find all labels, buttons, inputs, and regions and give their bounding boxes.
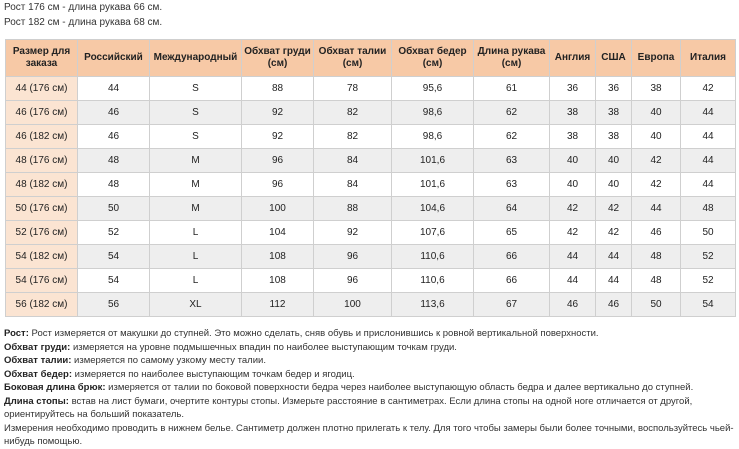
- table-row: [6, 269, 736, 293]
- table-row: [6, 101, 736, 125]
- table-cell: 66: [474, 269, 550, 293]
- table-row: [6, 221, 736, 245]
- note-term: Обхват груди:: [4, 341, 71, 353]
- table-cell: 42: [632, 173, 681, 197]
- table-cell: 113,6: [392, 293, 474, 317]
- table-cell: 40: [632, 101, 681, 125]
- table-row: [6, 197, 736, 221]
- table-cell: 61: [474, 77, 550, 101]
- size-cell: 46 (182 см): [6, 125, 78, 149]
- table-cell: 101,6: [392, 149, 474, 173]
- note-text: Измерения необходимо проводить в нижнем белье. Сантиметр должен плотно прилегать к телу. Для того чтобы замеры были более точными, воспользуйтесь чьей-нибудь помощью.: [4, 422, 734, 447]
- table-cell: L: [150, 245, 242, 269]
- table-cell: 98,6: [392, 125, 474, 149]
- table-cell: 50: [78, 197, 150, 221]
- table-cell: 40: [550, 173, 596, 197]
- intro-line: Рост 182 см - длина рукава 68 см.: [4, 17, 163, 28]
- table-cell: 52: [681, 245, 736, 269]
- table-row: [6, 125, 736, 149]
- table-cell: 48: [78, 149, 150, 173]
- table-cell: 38: [596, 101, 632, 125]
- note-item: [4, 354, 735, 368]
- note-item: [4, 341, 735, 355]
- note-text: измеряется по наиболее выступающим точкам бедер и ягодиц.: [72, 368, 355, 380]
- table-cell: 62: [474, 101, 550, 125]
- table-cell: 65: [474, 221, 550, 245]
- table-cell: 44: [78, 77, 150, 101]
- table-cell: 46: [78, 125, 150, 149]
- table-cell: 44: [681, 149, 736, 173]
- size-cell: 46 (176 см): [6, 101, 78, 125]
- table-cell: 62: [474, 125, 550, 149]
- table-body: [6, 77, 736, 317]
- table-cell: 42: [596, 197, 632, 221]
- table-cell: 36: [596, 77, 632, 101]
- table-cell: 84: [314, 149, 392, 173]
- column-header: Российский: [78, 40, 150, 77]
- table-cell: 56: [78, 293, 150, 317]
- table-row: [6, 149, 736, 173]
- table-cell: 38: [596, 125, 632, 149]
- table-cell: 36: [550, 77, 596, 101]
- note-text: измеряется от талии по боковой поверхности бедра через наиболее выступающую область бедра и далее вертикально до ступней.: [105, 382, 694, 393]
- note-item: [4, 327, 735, 341]
- column-header: Длина рукава (см): [474, 40, 550, 77]
- table-cell: 110,6: [392, 269, 474, 293]
- column-header: Италия: [681, 40, 736, 77]
- table-cell: 96: [314, 245, 392, 269]
- measurement-notes: [4, 327, 735, 449]
- table-cell: 44: [596, 269, 632, 293]
- table-cell: 108: [242, 245, 314, 269]
- table-cell: M: [150, 173, 242, 197]
- table-cell: 67: [474, 293, 550, 317]
- table-cell: 44: [550, 269, 596, 293]
- column-header: США: [596, 40, 632, 77]
- table-cell: M: [150, 149, 242, 173]
- table-cell: 50: [681, 221, 736, 245]
- table-cell: 64: [474, 197, 550, 221]
- table-cell: 42: [550, 197, 596, 221]
- table-cell: 38: [550, 125, 596, 149]
- table-cell: 54: [78, 245, 150, 269]
- table-cell: 100: [242, 197, 314, 221]
- table-cell: 46: [632, 221, 681, 245]
- table-cell: 52: [78, 221, 150, 245]
- table-cell: 44: [681, 101, 736, 125]
- table-cell: 48: [632, 245, 681, 269]
- table-cell: 42: [681, 77, 736, 101]
- table-row: [6, 293, 736, 317]
- table-cell: 104: [242, 221, 314, 245]
- table-cell: 96: [242, 149, 314, 173]
- table-cell: 46: [78, 101, 150, 125]
- note-text: встав на лист бумаги, очертите контуры стопы. Измерьте расстояние в сантиметрах. Если длина стопы на одной ноге отличается от другой, ориентируйтесь на больший показатель.: [4, 395, 693, 420]
- table-cell: 104,6: [392, 197, 474, 221]
- table-cell: L: [150, 269, 242, 293]
- size-table: [5, 39, 736, 317]
- note-text: измеряется по самому узкому месту талии.: [71, 355, 266, 366]
- table-cell: 110,6: [392, 245, 474, 269]
- table-cell: 92: [314, 221, 392, 245]
- table-header-row: [6, 40, 736, 77]
- note-term: Обхват бедер:: [4, 368, 73, 380]
- table-cell: XL: [150, 293, 242, 317]
- table-cell: 44: [550, 245, 596, 269]
- table-cell: 48: [632, 269, 681, 293]
- column-header: Международный: [150, 40, 242, 77]
- note-item: [4, 395, 735, 422]
- note-term: Длина стопы:: [4, 395, 69, 407]
- table-row: [6, 77, 736, 101]
- table-cell: M: [150, 197, 242, 221]
- table-cell: 84: [314, 173, 392, 197]
- size-cell: 54 (176 см): [6, 269, 78, 293]
- note-item: [4, 422, 735, 449]
- table-cell: 44: [681, 173, 736, 197]
- column-header: Европа: [632, 40, 681, 77]
- column-header: Обхват талии (см): [314, 40, 392, 77]
- table-cell: 88: [314, 197, 392, 221]
- table-cell: 46: [596, 293, 632, 317]
- column-header: Обхват груди (см): [242, 40, 314, 77]
- table-cell: 92: [242, 101, 314, 125]
- table-cell: 82: [314, 101, 392, 125]
- table-row: [6, 245, 736, 269]
- note-term: Боковая длина брюк:: [4, 382, 106, 393]
- table-cell: 52: [681, 269, 736, 293]
- column-header: Англия: [550, 40, 596, 77]
- intro-line: Рост 176 см - длина рукава 66 см.: [4, 2, 163, 13]
- table-cell: 66: [474, 245, 550, 269]
- table-cell: L: [150, 221, 242, 245]
- table-cell: 96: [242, 173, 314, 197]
- table-cell: 96: [314, 269, 392, 293]
- table-cell: 54: [78, 269, 150, 293]
- table-cell: 107,6: [392, 221, 474, 245]
- table-cell: 38: [632, 77, 681, 101]
- table-cell: S: [150, 125, 242, 149]
- table-cell: 38: [550, 101, 596, 125]
- table-cell: 40: [596, 149, 632, 173]
- table-cell: 63: [474, 149, 550, 173]
- table-cell: S: [150, 101, 242, 125]
- table-cell: 44: [632, 197, 681, 221]
- size-cell: 52 (176 см): [6, 221, 78, 245]
- note-item: [4, 381, 735, 395]
- note-item: [4, 368, 735, 382]
- table-cell: 48: [78, 173, 150, 197]
- table-cell: 78: [314, 77, 392, 101]
- table-cell: 40: [596, 173, 632, 197]
- table-cell: 44: [681, 125, 736, 149]
- table-cell: 88: [242, 77, 314, 101]
- table-cell: 40: [632, 125, 681, 149]
- table-cell: 48: [681, 197, 736, 221]
- note-text: измеряется на уровне подмышечных впадин по наиболее выступающим точкам груди.: [70, 341, 457, 353]
- table-cell: 42: [550, 221, 596, 245]
- size-cell: 50 (176 см): [6, 197, 78, 221]
- size-cell: 54 (182 см): [6, 245, 78, 269]
- size-cell: 44 (176 см): [6, 77, 78, 101]
- intro-text: [4, 0, 162, 30]
- note-term: Обхват талии:: [4, 355, 72, 366]
- table-cell: 95,6: [392, 77, 474, 101]
- table-cell: 63: [474, 173, 550, 197]
- table-cell: 98,6: [392, 101, 474, 125]
- size-cell: 48 (176 см): [6, 149, 78, 173]
- table-cell: 44: [596, 245, 632, 269]
- table-cell: S: [150, 77, 242, 101]
- table-cell: 82: [314, 125, 392, 149]
- size-cell: 48 (182 см): [6, 173, 78, 197]
- table-cell: 101,6: [392, 173, 474, 197]
- note-term: Рост:: [4, 328, 29, 339]
- table-cell: 108: [242, 269, 314, 293]
- table-row: [6, 173, 736, 197]
- table-cell: 92: [242, 125, 314, 149]
- column-header: Обхват бедер (см): [392, 40, 474, 77]
- table-cell: 54: [681, 293, 736, 317]
- note-text: Рост измеряется от макушки до ступней. Это можно сделать, сняв обувь и прислонившись к ровной вертикальной поверхности.: [28, 328, 599, 339]
- table-cell: 112: [242, 293, 314, 317]
- table-cell: 50: [632, 293, 681, 317]
- table-cell: 42: [632, 149, 681, 173]
- table-cell: 42: [596, 221, 632, 245]
- table-cell: 100: [314, 293, 392, 317]
- table-cell: 40: [550, 149, 596, 173]
- size-cell: 56 (182 см): [6, 293, 78, 317]
- column-header: Размер для заказа: [6, 40, 78, 77]
- table-cell: 46: [550, 293, 596, 317]
